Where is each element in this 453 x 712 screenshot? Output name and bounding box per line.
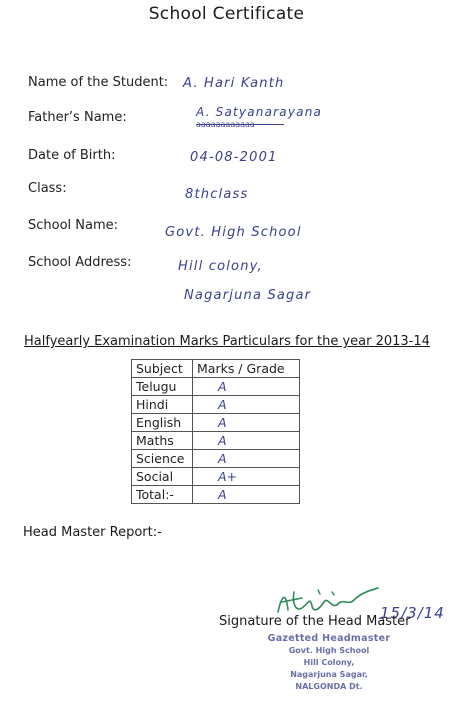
class-label: Class: (28, 181, 67, 196)
marks-table (131, 359, 300, 504)
school-name-value: Govt. High School (165, 225, 302, 240)
grade-cell: A (193, 486, 300, 504)
father-name-label: Father’s Name: (28, 110, 127, 125)
table-row (132, 432, 300, 450)
table-row (132, 396, 300, 414)
school-address-line1: Hill colony, (178, 259, 263, 274)
certificate-title: School Certificate (148, 4, 305, 24)
table-row (132, 414, 300, 432)
grade-cell: A (193, 432, 300, 450)
father-name-value: A. Satyanarayana (196, 105, 323, 119)
subject-cell: Science (132, 450, 193, 468)
grade-cell: A (193, 378, 300, 396)
school-address-line2: Nagarjuna Sagar (184, 288, 312, 303)
marks-section-title: Halfyearly Examination Marks Particulars for the year 2013-14 (24, 334, 430, 349)
table-row (132, 486, 300, 504)
school-address-label: School Address: (28, 255, 132, 270)
header-subject: Subject (132, 360, 193, 378)
signature-date: 15/3/14 (380, 604, 445, 622)
grade-cell: A (193, 450, 300, 468)
grade-cell: A+ (193, 468, 300, 486)
stamp-line: Nagarjuna Sagar, (290, 670, 368, 679)
subject-cell: Social (132, 468, 193, 486)
student-name-value: A. Hari Kanth (183, 76, 285, 91)
class-value: 8thclass (185, 187, 249, 202)
dob-label: Date of Birth: (28, 148, 116, 163)
stamp-line: Hill Colony, (303, 658, 355, 667)
subject-cell: Hindi (132, 396, 193, 414)
student-name-label: Name of the Student: (28, 75, 169, 90)
stamp-line: NALGONDA Dt. (295, 682, 363, 691)
subject-cell: Maths (132, 432, 193, 450)
subject-cell: Telugu (132, 378, 193, 396)
grade-cell: A (193, 414, 300, 432)
table-row (132, 468, 300, 486)
stamp-line: Gazetted Headmaster (267, 633, 391, 644)
school-name-label: School Name: (28, 218, 119, 233)
dob-value: 04-08-2001 (190, 150, 278, 165)
marks-table-header (132, 360, 300, 378)
header-grade: Marks / Grade (193, 360, 300, 378)
official-stamp (254, 633, 404, 693)
signature-label: Signature of the Head Master (219, 614, 411, 629)
stamp-line: Govt. High School (288, 646, 370, 655)
struck-out-text: aaaaaaaaaaaa (196, 120, 284, 129)
grade-cell: A (193, 396, 300, 414)
head-master-report-label: Head Master Report:- (23, 525, 162, 540)
subject-cell: English (132, 414, 193, 432)
table-row (132, 378, 300, 396)
subject-cell: Total:- (132, 486, 193, 504)
table-row (132, 450, 300, 468)
